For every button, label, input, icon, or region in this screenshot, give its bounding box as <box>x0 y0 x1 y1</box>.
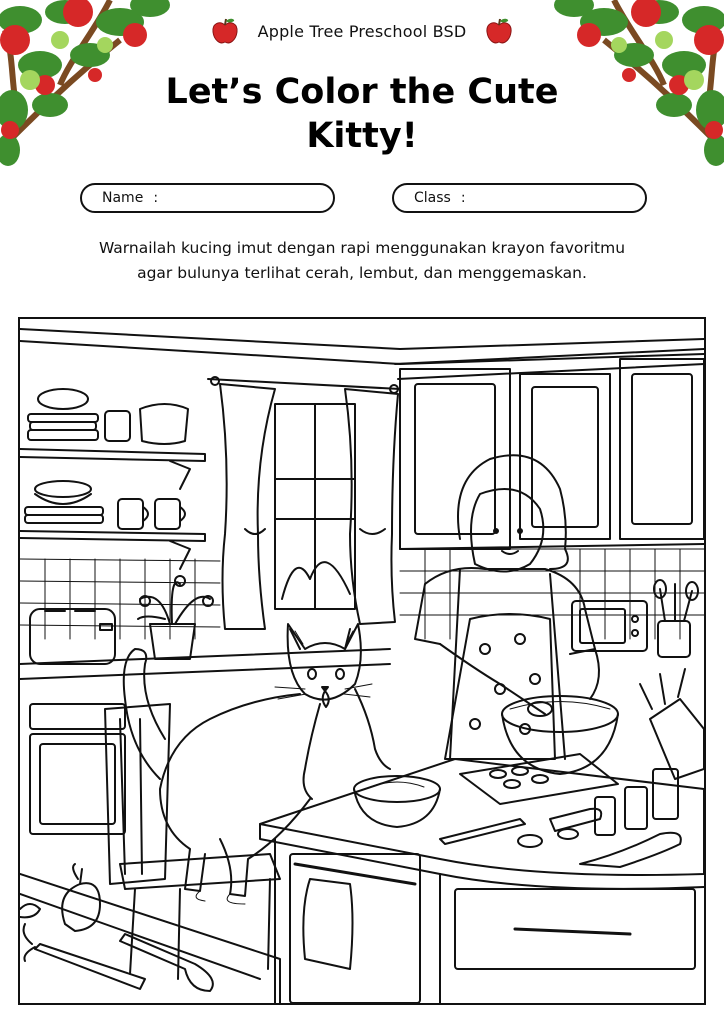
title-line-1: Let’s Color the Cute <box>165 72 559 112</box>
instruction-line-1: Warnailah kucing imut dengan rapi menggunakan krayon favoritmu <box>98 239 626 257</box>
mixing-bowl <box>500 684 618 774</box>
page-title <box>150 70 574 158</box>
apple-icon <box>484 16 514 46</box>
cat-food-bowl <box>354 776 440 827</box>
wall-shelves <box>20 389 205 569</box>
title-line-2: Kitty! <box>306 116 418 156</box>
window <box>208 377 400 629</box>
microwave <box>572 601 647 651</box>
class-field <box>392 183 647 213</box>
foreground-counter <box>20 864 280 1003</box>
name-separator: : <box>153 190 159 206</box>
kitchen-island <box>260 759 704 1003</box>
class-label: Class <box>414 190 451 206</box>
tile-backsplash <box>20 549 704 639</box>
spice-jars <box>595 769 678 835</box>
chef-knife <box>440 819 525 844</box>
name-field <box>80 183 335 213</box>
name-input[interactable] <box>168 186 342 210</box>
sliced-cucumber <box>518 835 542 847</box>
kitchen-coloring-illustration <box>20 319 704 1003</box>
knife-block <box>640 669 704 779</box>
apple-icon <box>210 16 240 46</box>
class-input[interactable] <box>476 186 650 210</box>
instruction-line-2: agar bulunya terlihat cerah, lembut, dan menggemaskan. <box>137 264 587 282</box>
carrot-on-island <box>550 809 601 831</box>
header <box>0 16 724 46</box>
upper-cabinets <box>395 349 704 549</box>
school-name: Apple Tree Preschool BSD <box>257 21 467 41</box>
spatula <box>580 833 681 867</box>
potted-plant <box>138 576 213 659</box>
coloring-illustration-frame <box>18 317 706 1005</box>
toaster <box>30 609 115 664</box>
name-label: Name <box>102 190 144 206</box>
instructions <box>60 236 664 286</box>
class-separator: : <box>460 190 466 206</box>
utensil-holder <box>654 580 698 657</box>
